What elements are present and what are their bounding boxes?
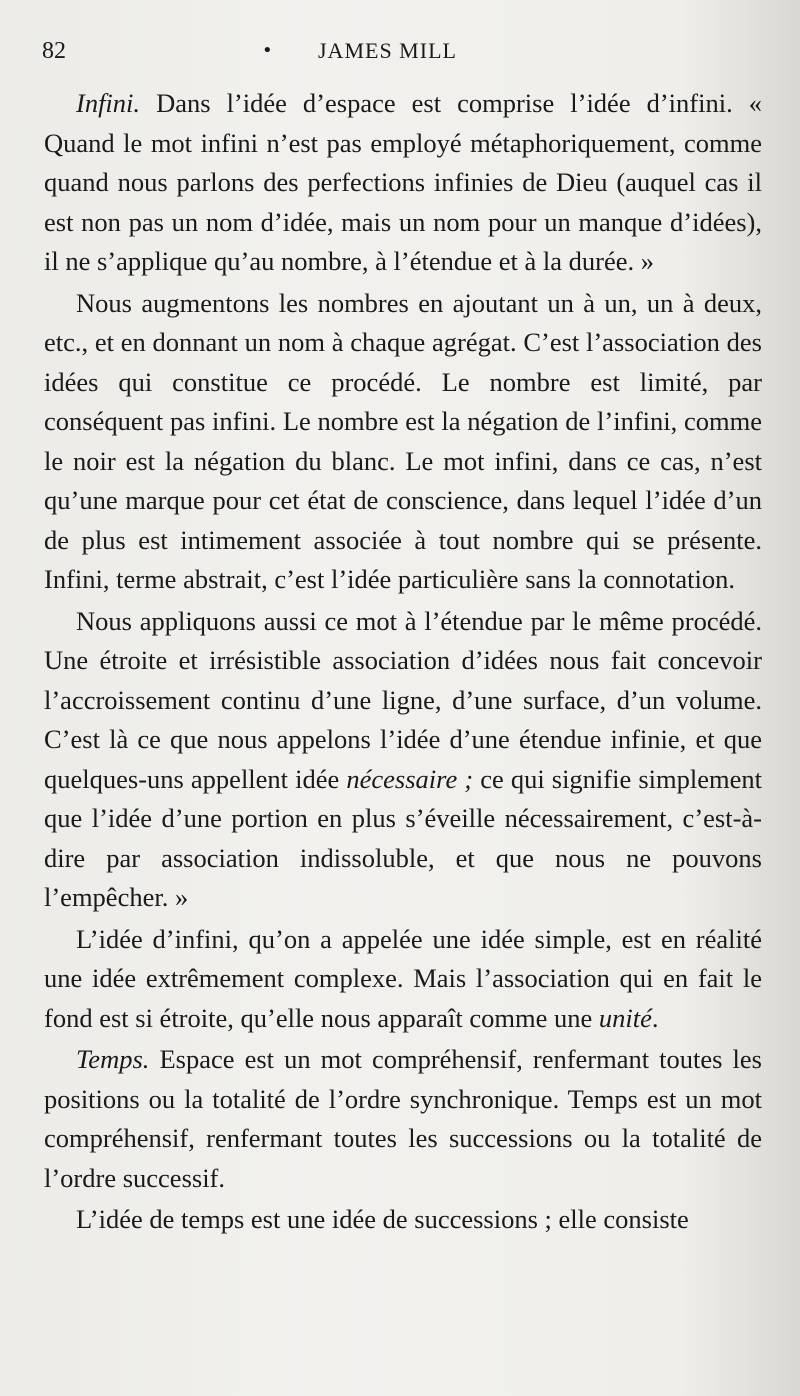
header-dot: • [262,40,273,61]
paragraph-idee-temps [44,1200,762,1240]
paragraph-text: ce qui signifie simplement que l’idée d’une portion en plus s’éveille nécessairement, c’est-à-dire par association indissoluble, et que nous ne pouvons l’empêcher. » [44,763,762,912]
paragraph-etendue [44,602,762,918]
page-number: 82 [42,38,66,64]
paragraph-infini [44,84,762,282]
italic-term: nécessaire ; [346,763,474,794]
paragraph-temps [44,1040,762,1198]
paragraph-nombres [44,284,762,600]
page-header [42,38,762,74]
section-heading-temps: Temps. [76,1044,150,1074]
paragraph-text: . [651,1002,659,1033]
section-heading-infini: Infini. [76,88,141,118]
italic-term: unité [598,1002,652,1033]
body-text [44,84,762,1240]
paragraph-text: L’idée d’infini, qu’on a appelée une idée simple, est en réalité une idée extrêmement complexe. Mais l’association qui en fait le fond est si étroite, qu’elle nous apparaît comme une [44,923,762,1033]
paragraph-text: Espace est un mot compréhensif, renfermant toutes les positions ou la totalité de l’ordre synchronique. Temps est un mot compréhensif, renfermant toutes les successions ou la totalité de l’ordre successif. [44,1044,762,1193]
running-title: JAMES MILL [318,38,457,63]
paragraph-text: Dans l’idée d’espace est comprise l’idée d’infini. « Quand le mot infini n’est pas employé métaphoriquement, comme quand nous parlons des perfections infinies de Dieu (auquel cas il est non pas un nom d’idée, mais un nom pour un manque d’idées), il ne s’applique qu’au nombre, à l’étendue et à la durée. » [44,88,762,276]
paragraph-idee-infini [44,920,762,1039]
paragraph-text: Nous augmentons les nombres en ajoutant un à un, un à deux, etc., et en donnant un nom à chaque agrégat. C’est l’association des idées qui constitue ce procédé. Le nombre est limité, par conséquent pas infini. Le nombre est la négation de l’infini, comme le noir est la négation du blanc. Le mot infini, dans ce cas, n’est qu’une marque pour cet état de conscience, dans lequel l’idée d’un de plus est intimement associée à tout nombre qui se présente. Infini, terme abstrait, c’est l’idée particulière sans la connotation. [44,287,762,594]
paragraph-text: Nous appliquons aussi ce mot à l’étendue par le même procédé. Une étroite et irrésistible association d’idées nous fait concevoir l’accroissement continu d’une ligne, d’une surface, d’un volume. C’est là ce que nous appelons l’idée d’une étendue infinie, et que quelques-uns appellent idée [44,605,762,794]
paragraph-text: L’idée de temps est une idée de successions ; elle consiste [76,1204,689,1234]
